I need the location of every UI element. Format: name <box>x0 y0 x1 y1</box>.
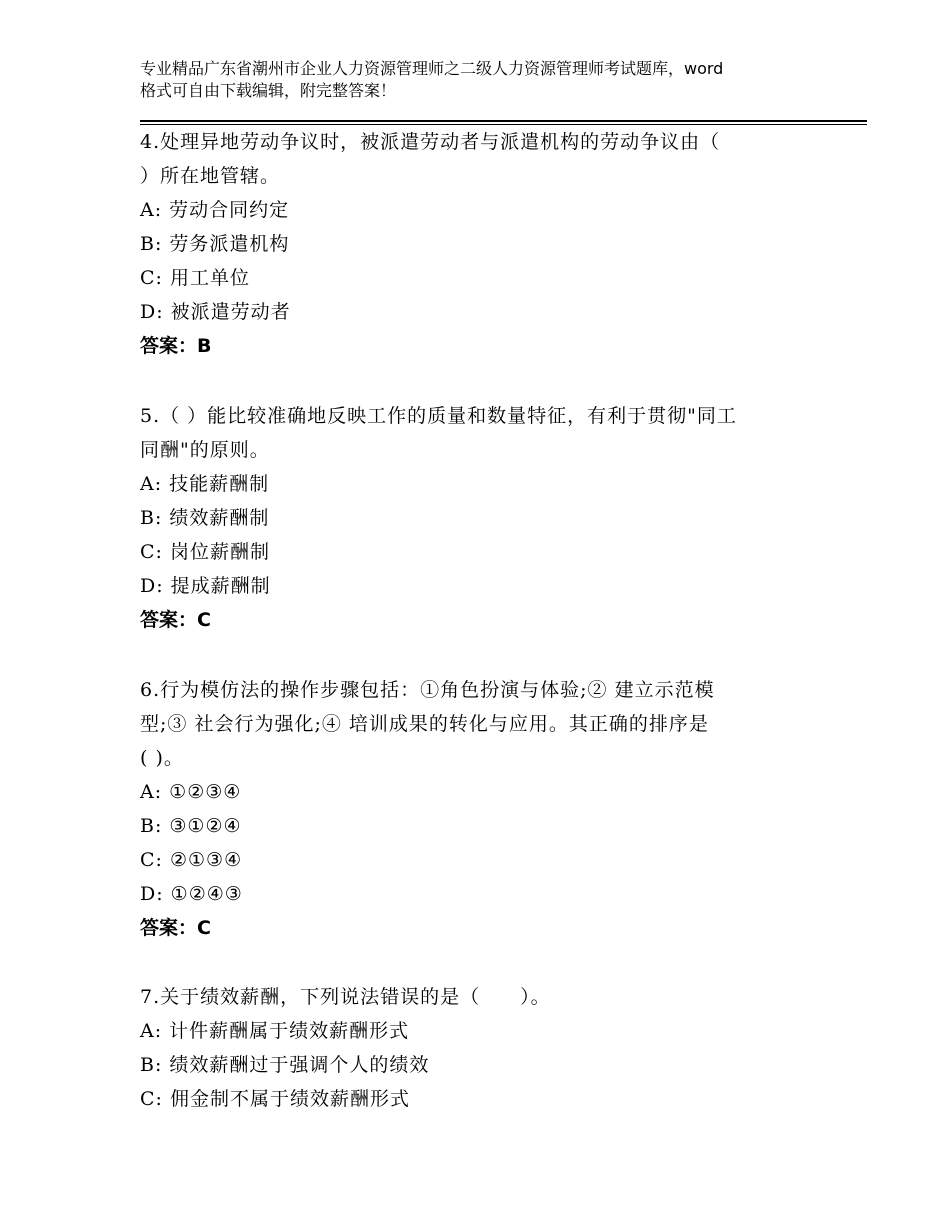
option-a: A: ①②③④ <box>140 781 242 803</box>
option-d: D: 提成薪酬制 <box>140 575 271 597</box>
question-text-line: ）所在地管辖。 <box>140 165 281 187</box>
question-text-line: 6.行为模仿法的操作步骤包括：①角色扮演与体验;② 建立示范模 <box>140 679 715 701</box>
question-5 <box>140 399 800 637</box>
option-c: C: ②①③④ <box>140 849 243 871</box>
question-text-line: 4.处理异地劳动争议时，被派遣劳动者与派遣机构的劳动争议由（ <box>140 131 721 153</box>
answer: 答案：C <box>140 609 211 631</box>
option-c: C: 岗位薪酬制 <box>140 541 270 563</box>
option-b: B: ③①②④ <box>140 815 242 837</box>
question-6 <box>140 673 800 945</box>
header-line-2: 格式可自由下载编辑，附完整答案！ <box>140 81 397 100</box>
option-d: D: 被派遣劳动者 <box>140 301 291 323</box>
header-line-1: 专业精品广东省潮州市企业人力资源管理师之二级人力资源管理师考试题库，word <box>140 59 724 78</box>
option-c: C: 用工单位 <box>140 267 250 289</box>
option-a: A: 技能薪酬制 <box>140 473 270 495</box>
option-a: A: 劳动合同约定 <box>140 199 290 221</box>
question-text-line: 7.关于绩效薪酬，下列说法错误的是（ ）。 <box>140 986 551 1008</box>
question-text-line: ( )。 <box>140 747 184 769</box>
answer: 答案：C <box>140 917 211 939</box>
option-b: B: 绩效薪酬过于强调个人的绩效 <box>140 1054 430 1076</box>
option-a: A: 计件薪酬属于绩效薪酬形式 <box>140 1020 410 1042</box>
question-7 <box>140 980 800 1116</box>
option-d: D: ①②④③ <box>140 883 243 905</box>
question-text-line: 型;③ 社会行为强化;④ 培训成果的转化与应用。其正确的排序是 <box>140 713 709 735</box>
answer: 答案：B <box>140 335 212 357</box>
document-header <box>140 58 830 102</box>
option-c: C: 佣金制不属于绩效薪酬形式 <box>140 1088 410 1110</box>
question-text-line: 5.（ ）能比较准确地反映工作的质量和数量特征，有利于贯彻"同工 <box>140 405 737 427</box>
question-4 <box>140 125 800 363</box>
option-b: B: 劳务派遣机构 <box>140 233 290 255</box>
header-divider-thick <box>140 120 867 122</box>
question-text-line: 同酬"的原则。 <box>140 439 270 461</box>
option-b: B: 绩效薪酬制 <box>140 507 270 529</box>
